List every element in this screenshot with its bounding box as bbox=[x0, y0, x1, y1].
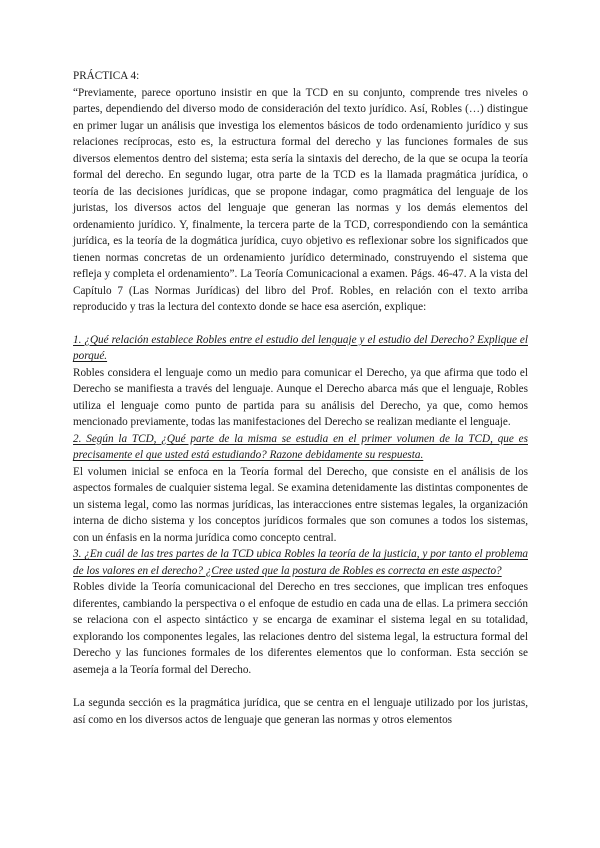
answer-1: Robles considera el lenguaje como un medio para comunicar el Derecho, ya que afirma que todo el Derecho se manifiesta a través del lenguaje. Aunque el Derecho abarca más que el lenguaje, Robles utiliza el lenguaje como punto de partida para su análisis del Derecho, ya que, como hemos mencionado previamente, todas las manifestaciones del Derecho se realizan mediante el lenguaje. bbox=[73, 366, 528, 428]
paragraph-spacer bbox=[73, 678, 528, 695]
practice-heading: PRÁCTICA 4: bbox=[73, 70, 140, 82]
question-3: 3. ¿En cuál de las tres partes de la TCD ubica Robles la teoría de la justicia, y por tanto el problema de los valores en el derecho? ¿Cree usted que la postura de Robles es correcta en este aspecto? bbox=[73, 548, 528, 577]
paragraph-spacer bbox=[73, 316, 528, 332]
intro-quote-paragraph: “Previamente, parece oportuno insistir en que la TCD en su conjunto, comprende tres niveles o partes, dependiendo del diverso modo de consideración del texto jurídico. Así, Robles (…) distingue en primer lugar un análisis que investiga los elementos básicos de todo ordenamiento jurídico y sus relaciones recíprocas, esto es, la estructura formal del derecho y las funciones formales de sus diversos elementos dentro del sistema; esta sería la sintaxis del derecho, de la que se ocupa la teoría formal del derecho. En segundo lugar, otra parte de la TCD es la llamada pragmática jurídica, o teoría de las decisiones jurídicas, que se propone indagar, como pragmática del lenguaje de los juristas, los diversos actos del lenguaje que generan las normas y los demás elementos del ordenamiento jurídico. Y, finalmente, la tercera parte de la TCD, correspondiendo con la semántica jurídica, es la teoría de la dogmática jurídica, cuyo objetivo es reflexionar sobre los significados que tienen normas concretas de un ordenamiento jurídico determinado, construyendo el sistema que refleja y completa el ordenamiento”. La Teoría Comunicacional a examen. Págs. 46-47. A la vista del Capítulo 7 (Las Normas Jurídicas) del libro del Prof. Robles, en relación con el texto arriba reproducido y tras la lectura del contexto donde se hace esa aserción, explique: bbox=[73, 86, 528, 313]
answer-3-part-1: Robles divide la Teoría comunicacional del Derecho en tres secciones, que implican tres enfoques diferentes, cambiando la perspectiva o el enfoque de estudio en cada una de ellas. La primera sección se relaciona con el aspecto sintáctico y se encarga de examinar el sistema legal en su totalidad, explorando los componentes legales, las relaciones dentro del sistema legal, la estructura formal del Derecho y las funciones formales de los diferentes elementos que lo conforman. Esta sección se asemeja a la Teoría formal del Derecho. bbox=[73, 581, 528, 676]
question-1: 1. ¿Qué relación establece Robles entre el estudio del lenguaje y el estudio del Derecho? Explique el porqué. bbox=[73, 333, 528, 362]
answer-3-part-2: La segunda sección es la pragmática jurídica, que se centra en el lenguaje utilizado por los juristas, así como en los diversos actos de lenguaje que generan las normas y otros elementos bbox=[73, 697, 528, 726]
question-2: 2. Según la TCD, ¿Qué parte de la misma se estudia en el primer volumen de la TCD, que es precisamente el que usted está estudiando? Razone debidamente su respuesta. bbox=[73, 432, 528, 461]
document-body bbox=[73, 68, 528, 728]
answer-2: El volumen inicial se enfoca en la Teoría formal del Derecho, que consiste en el análisis de los aspectos formales de cualquier sistema legal. Se examina detenidamente las distintas componentes de un sistema legal, como las normas jurídicas, las interacciones entre sistemas legales, la organización interna de dicho sistema y los conceptos jurídicos formales que son comunes a todos los sistemas, con un énfasis en la norma jurídica como concepto central. bbox=[73, 465, 528, 544]
